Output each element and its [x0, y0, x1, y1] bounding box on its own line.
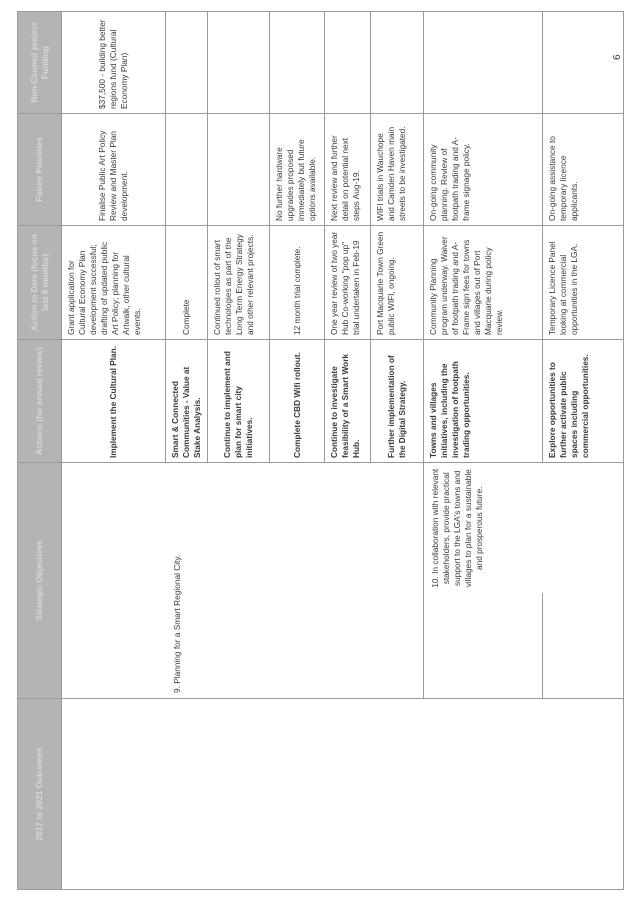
page-number: 6 [612, 54, 623, 60]
funding-cell [325, 12, 371, 114]
header-outcomes: 2017 to 2021 Outcomes [18, 699, 62, 890]
action-cell: Continue to implement and plan for smart city initiatives. [208, 340, 270, 463]
funding-cell [270, 12, 325, 114]
future-priorities-cell: On-going community planning. Review of footpath trading and A-frame signage policy. [424, 114, 543, 226]
funding-cell [166, 12, 208, 114]
action-cell: Smart & Connected Communities - Value at Stake Analysis. [166, 340, 208, 463]
action-cell: Further implementation of the Digital Strategy. [371, 340, 424, 463]
future-priorities-cell: Finalise Public Art Policy Review and Master Plan development. [62, 114, 166, 226]
objective-9-text: 9. Planning for a Smart Regional City. [171, 554, 182, 693]
objective-cell-empty [62, 463, 166, 699]
action-cell: Complete CBD Wifi rollout. [270, 340, 325, 463]
action-cell: Towns and villages initiatives, including the investigation of footpath trading opportunities. [424, 340, 543, 463]
header-funding: Non-Council project Funding [18, 12, 62, 114]
outcomes-table [17, 11, 624, 890]
objective-indent [424, 594, 543, 699]
objective-indent [543, 594, 624, 699]
action-to-date-cell: Temporary Licence Panel looking at commercial opportunities in the LGA. [543, 226, 624, 340]
action-to-date-cell: Continued rollout of smart technologies as part of the Long Term Energy Strategy and other relevant projects. [208, 226, 270, 340]
action-cell: Explore opportunities to further activate public spaces including commercial opportunities. [543, 340, 624, 463]
action-cell: Implement the Cultural Plan. [62, 340, 166, 463]
action-to-date-cell: Port Macquarie Town Green public WIFI, ongoing. [371, 226, 424, 340]
funding-cell [424, 12, 543, 114]
action-to-date-cell: One year review of two year Hub Co-working "pop up" trial undertaken in Feb-19 [325, 226, 371, 340]
future-priorities-cell: Next review and further detail on potential next steps Aug-19. [325, 114, 371, 226]
table-row [62, 12, 166, 890]
action-to-date-cell: Complete [166, 226, 208, 340]
header-future-priorities: Future Priorities [18, 114, 62, 226]
outcomes-cell [62, 699, 624, 890]
funding-cell [208, 12, 270, 114]
action-to-date-cell: Community Planning program underway. Waiver of footpath trading and A-Frame sign fees for towns and villages out of Port Macquarie during policy review. [424, 226, 543, 340]
objective-9 [166, 463, 424, 699]
header-action-to-date: Action to Date (focus on last 6 months) [18, 226, 62, 340]
objective-10 [424, 463, 624, 594]
funding-cell: $37,500 - building better regions fund (Cultural Economy Plan) [62, 12, 166, 114]
future-priorities-cell: On-going assistance to temporary licence applicants. [543, 114, 624, 226]
funding-cell [543, 12, 624, 114]
action-to-date-cell: 12 month trial complete. [270, 226, 325, 340]
action-cell: Continue to investigate feasibility of a Smart Work Hub. [325, 340, 371, 463]
future-priorities-cell: WIFI trials in Wauchope and Camden Haven main streets to be investigated. [371, 114, 424, 226]
future-priorities-cell [166, 114, 208, 226]
action-to-date-cell: Grant application for Cultural Economy Plan development successful; drafting of updated public Art Policy; planning for Artwalk, other cultural events. [62, 226, 166, 340]
objective-10-text: 10. In collaboration with relevant stakeholders, provide practical support to the LGA's towns and villages to plan for a sustainable and prosperous future. [430, 468, 484, 588]
future-priorities-cell [208, 114, 270, 226]
header-objectives: Strategic Objectives [18, 463, 62, 699]
table-header-row [18, 12, 62, 890]
funding-cell [371, 12, 424, 114]
future-priorities-cell: No further hardware upgrades proposed immediately but future options available. [270, 114, 325, 226]
header-actions: Actions (for annual review) [18, 340, 62, 463]
